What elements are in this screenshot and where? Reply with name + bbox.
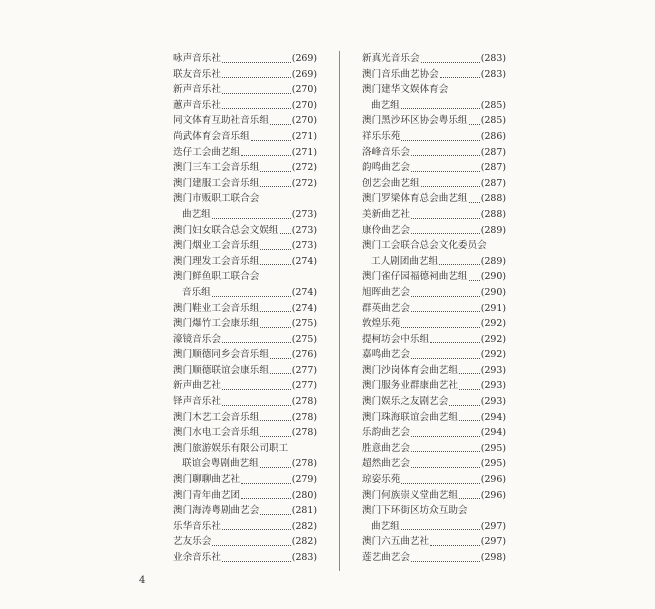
- dot-leader: [411, 218, 480, 219]
- index-entry: [173, 285, 317, 301]
- entry-page-number: (278): [291, 458, 317, 470]
- dot-leader: [222, 93, 291, 94]
- dot-leader: [469, 124, 480, 125]
- index-entry: [362, 67, 506, 83]
- index-entry: [362, 191, 506, 207]
- dot-leader: [260, 514, 290, 515]
- entry-name: 咏声音乐社: [173, 53, 221, 64]
- entry-name: 艺友乐会: [173, 536, 212, 548]
- dot-leader: [411, 561, 480, 562]
- dot-leader: [469, 280, 480, 281]
- entry-name: 澳门服务业群康曲艺社: [362, 380, 458, 392]
- entry-page-number: (290): [480, 271, 506, 283]
- index-entry: [173, 113, 317, 129]
- entry-page-number: (273): [291, 240, 317, 252]
- dot-leader: [459, 420, 480, 421]
- entry-page-number: (272): [291, 162, 317, 174]
- dot-leader: [222, 342, 291, 343]
- entry-page-number: (288): [480, 193, 506, 205]
- index-entry: [362, 425, 506, 441]
- index-entry: [362, 410, 506, 426]
- index-entry: [362, 550, 506, 566]
- entry-name: 澳门六五曲艺社: [362, 536, 430, 548]
- index-entry: [173, 519, 317, 535]
- entry-name: 琼姿乐苑: [362, 474, 401, 486]
- index-entry: [173, 82, 317, 98]
- entry-name: 澳门鞋业工会音乐组: [173, 302, 260, 314]
- dot-leader: [411, 233, 480, 234]
- entry-name: 濠镜音乐会: [173, 333, 221, 345]
- entry-page-number: (271): [291, 146, 317, 158]
- entry-name: 曲艺组: [371, 520, 400, 532]
- index-entry: [173, 254, 317, 270]
- dot-leader: [260, 249, 290, 250]
- entry-name: 澳门黑沙环区协会粤乐组: [362, 115, 468, 127]
- page-number: 4: [139, 575, 146, 586]
- entry-name: 澳门下环街区坊众互助会: [362, 505, 468, 517]
- dot-leader: [411, 451, 480, 452]
- entry-page-number: (295): [480, 442, 506, 454]
- entry-page-number: (270): [291, 115, 317, 127]
- entry-page-number: (286): [480, 130, 506, 142]
- dot-leader: [411, 358, 480, 359]
- entry-page-number: (270): [291, 99, 317, 111]
- index-entry: [362, 301, 506, 317]
- entry-page-number: (294): [480, 427, 506, 439]
- entry-name: 澳门水电工会音乐组: [173, 427, 260, 439]
- entry-name: 澳门音乐曲艺协会: [362, 68, 439, 80]
- entry-name: 澳门雀仔园福德祠曲艺组: [362, 271, 468, 283]
- dot-leader: [212, 296, 291, 297]
- index-entry: [173, 98, 317, 114]
- entry-name: 音乐组: [182, 286, 211, 298]
- entry-name: 康伶曲艺会: [362, 224, 410, 236]
- entry-page-number: (280): [291, 489, 317, 501]
- entry-page-number: (297): [480, 520, 506, 532]
- dot-leader: [260, 436, 290, 437]
- index-entry: [362, 98, 506, 114]
- entry-name: 同文体育互助社音乐组: [173, 115, 269, 127]
- entry-page-number: (282): [291, 520, 317, 532]
- dot-leader: [222, 62, 291, 63]
- entry-page-number: (283): [291, 552, 317, 563]
- index-entry: [173, 534, 317, 550]
- dot-leader: [270, 373, 291, 374]
- index-entry: [362, 51, 506, 67]
- entry-page-number: (273): [291, 208, 317, 220]
- index-entry: [173, 238, 317, 254]
- entry-page-number: (274): [291, 302, 317, 314]
- entry-page-number: (287): [480, 177, 506, 189]
- entry-name: 乐韵曲艺会: [362, 427, 410, 439]
- dot-leader: [222, 389, 291, 390]
- entry-page-number: (278): [291, 411, 317, 423]
- entry-name: 澳门罗梁体育总会曲艺组: [362, 193, 468, 205]
- index-entry: [173, 145, 317, 161]
- index-entry: [173, 410, 317, 426]
- dot-leader: [401, 483, 479, 484]
- dot-leader: [260, 327, 290, 328]
- dot-leader: [411, 311, 480, 312]
- entry-name: 澳门顺德联谊会康乐组: [173, 364, 269, 376]
- dot-leader: [411, 467, 480, 468]
- entry-name: 澳门理发工会音乐组: [173, 255, 260, 267]
- entry-page-number: (269): [291, 68, 317, 80]
- entry-page-number: (281): [291, 505, 317, 517]
- left-column: [173, 51, 317, 566]
- entry-name: 澳门娱乐之友剧艺会: [362, 396, 449, 408]
- entry-page-number: (277): [291, 364, 317, 376]
- entry-page-number: (298): [480, 552, 506, 563]
- entry-name: 澳门鲜鱼职工联合会: [173, 271, 260, 283]
- dot-leader: [401, 140, 479, 141]
- entry-page-number: (297): [480, 536, 506, 548]
- index-entry: [173, 550, 317, 566]
- entry-name: 铎声音乐社: [173, 396, 221, 408]
- index-entry: [362, 145, 506, 161]
- dot-leader: [260, 264, 290, 265]
- index-entry: [362, 363, 506, 379]
- entry-name: 曲艺组: [371, 99, 400, 111]
- entry-name: 澳门市贩职工联合会: [173, 193, 260, 205]
- index-entry: [362, 269, 506, 285]
- entry-name: 澳门爆竹工会康乐组: [173, 318, 260, 330]
- index-entry: [173, 488, 317, 504]
- dot-leader: [430, 342, 480, 343]
- entry-name: 旭晖曲艺会: [362, 286, 410, 298]
- index-entry: [362, 285, 506, 301]
- entry-name: 曲艺组: [182, 208, 211, 220]
- entry-page-number: (272): [291, 177, 317, 189]
- entry-name: 提柯坊会中乐组: [362, 333, 430, 345]
- index-entry: [173, 332, 317, 348]
- entry-page-number: (289): [480, 224, 506, 236]
- entry-page-number: (283): [480, 68, 506, 80]
- dot-leader: [421, 186, 480, 187]
- index-entry: [362, 176, 506, 192]
- entry-page-number: (282): [291, 536, 317, 548]
- dot-leader: [421, 62, 480, 63]
- entry-page-number: (296): [480, 474, 506, 486]
- dot-leader: [270, 124, 291, 125]
- entry-name: 新声曲艺社: [173, 380, 221, 392]
- entry-page-number: (279): [291, 474, 317, 486]
- index-entry: [173, 472, 317, 488]
- dot-leader: [212, 218, 291, 219]
- dot-leader: [459, 373, 480, 374]
- index-entry: [362, 503, 506, 519]
- entry-page-number: (285): [480, 99, 506, 111]
- entry-name: 澳门沙岗体育会曲艺组: [362, 364, 458, 376]
- entry-page-number: (278): [291, 427, 317, 439]
- dot-leader: [469, 202, 480, 203]
- index-entry: [173, 316, 317, 332]
- index-entry: [173, 223, 317, 239]
- entry-name: 群英曲艺会: [362, 302, 410, 314]
- dot-leader: [241, 483, 291, 484]
- dot-leader: [449, 405, 479, 406]
- entry-name: 美新曲艺社: [362, 208, 410, 220]
- entry-page-number: (290): [480, 286, 506, 298]
- entry-name: 澳门顺德同乡会音乐组: [173, 349, 269, 361]
- entry-name: 澳门三车工会音乐组: [173, 162, 260, 174]
- column-divider: [339, 51, 340, 571]
- entry-name: 澳门何族崇义堂曲艺组: [362, 489, 458, 501]
- index-entry: [173, 176, 317, 192]
- entry-name: 莲艺曲艺会: [362, 552, 410, 563]
- entry-name: 澳门青年曲艺团: [173, 489, 241, 501]
- entry-page-number: (277): [291, 380, 317, 392]
- dot-leader: [222, 561, 291, 562]
- entry-page-number: (274): [291, 286, 317, 298]
- entry-name: 澳门工会联合总会文化委员会: [362, 240, 487, 252]
- index-entry: [173, 51, 317, 67]
- index-entry: [362, 223, 506, 239]
- entry-name: 超然曲艺会: [362, 458, 410, 470]
- entry-page-number: (275): [291, 318, 317, 330]
- entry-name: 蕙声音乐社: [173, 99, 221, 111]
- dot-leader: [280, 233, 291, 234]
- index-entry: [173, 301, 317, 317]
- entry-name: 联谊会粤剧曲艺组: [182, 458, 259, 470]
- entry-page-number: (273): [291, 224, 317, 236]
- index-entry: [362, 378, 506, 394]
- index-entry: [362, 113, 506, 129]
- entry-name: 澳门妇女联合总会文娱组: [173, 224, 279, 236]
- dot-leader: [411, 155, 480, 156]
- entry-page-number: (288): [480, 208, 506, 220]
- entry-name: 迭仔工会曲艺组: [173, 146, 241, 158]
- index-entry: [173, 441, 317, 457]
- right-column: [362, 51, 506, 566]
- entry-page-number: (287): [480, 146, 506, 158]
- entry-name: 业余音乐社: [173, 552, 221, 563]
- entry-page-number: (278): [291, 396, 317, 408]
- entry-name: 澳门聊聊曲艺社: [173, 474, 241, 486]
- index-entry: [362, 160, 506, 176]
- entry-name: 澳门建服工会音乐组: [173, 177, 260, 189]
- entry-page-number: (289): [480, 255, 506, 267]
- entry-page-number: (271): [291, 130, 317, 142]
- entry-page-number: (295): [480, 458, 506, 470]
- index-entry: [362, 488, 506, 504]
- index-entry: [362, 347, 506, 363]
- entry-page-number: (285): [480, 115, 506, 127]
- entry-name: 澳门旅游娱乐有限公司职工: [173, 442, 289, 454]
- entry-name: 新真光音乐会: [362, 53, 420, 64]
- dot-leader: [260, 171, 290, 172]
- index-entry: [173, 456, 317, 472]
- index-entry: [173, 207, 317, 223]
- entry-page-number: (274): [291, 255, 317, 267]
- entry-page-number: (275): [291, 333, 317, 345]
- dot-leader: [222, 405, 291, 406]
- entry-name: 洛峰音乐会: [362, 146, 410, 158]
- dot-leader: [222, 108, 291, 109]
- dot-leader: [430, 545, 480, 546]
- dot-leader: [241, 498, 291, 499]
- entry-name: 澳门珠海联谊会曲艺组: [362, 411, 458, 423]
- entry-name: 新声音乐社: [173, 84, 221, 96]
- index-entry: [173, 67, 317, 83]
- entry-page-number: (293): [480, 396, 506, 408]
- index-entry: [362, 254, 506, 270]
- index-entry: [173, 129, 317, 145]
- index-entry: [173, 503, 317, 519]
- entry-name: 尚武体育会音乐组: [173, 130, 250, 142]
- entry-page-number: (292): [480, 333, 506, 345]
- index-entry: [362, 456, 506, 472]
- entry-page-number: (291): [480, 302, 506, 314]
- dot-leader: [401, 529, 480, 530]
- entry-name: 韵鸣曲艺会: [362, 162, 410, 174]
- entry-name: 乐华音乐社: [173, 520, 221, 532]
- index-entry: [362, 316, 506, 332]
- dot-leader: [459, 389, 480, 390]
- dot-leader: [260, 420, 290, 421]
- dot-leader: [411, 296, 480, 297]
- dot-leader: [222, 77, 291, 78]
- entry-name: 祥乐乐苑: [362, 130, 401, 142]
- index-entry: [362, 441, 506, 457]
- dot-leader: [459, 498, 480, 499]
- index-entry: [173, 347, 317, 363]
- entry-name: 澳门木艺工会音乐组: [173, 411, 260, 423]
- entry-page-number: (292): [480, 349, 506, 361]
- index-entry: [173, 269, 317, 285]
- dot-leader: [411, 171, 480, 172]
- index-entry: [362, 519, 506, 535]
- entry-name: 联友音乐社: [173, 68, 221, 80]
- entry-page-number: (292): [480, 318, 506, 330]
- index-entry: [362, 472, 506, 488]
- index-entry: [362, 129, 506, 145]
- dot-leader: [241, 155, 291, 156]
- index-entry: [362, 238, 506, 254]
- entry-page-number: (287): [480, 162, 506, 174]
- entry-page-number: (294): [480, 411, 506, 423]
- dot-leader: [411, 436, 480, 437]
- index-entry: [173, 425, 317, 441]
- dot-leader: [260, 186, 290, 187]
- entry-page-number: (283): [480, 53, 506, 64]
- entry-name: 嘉鸣曲艺会: [362, 349, 410, 361]
- index-entry: [362, 394, 506, 410]
- entry-name: 胜意曲艺会: [362, 442, 410, 454]
- entry-page-number: (293): [480, 380, 506, 392]
- dot-leader: [440, 77, 480, 78]
- dot-leader: [212, 545, 290, 546]
- index-entry: [173, 191, 317, 207]
- index-entry: [362, 82, 506, 98]
- entry-name: 工人剧团曲艺组: [371, 255, 439, 267]
- index-entry: [362, 534, 506, 550]
- index-entry: [362, 207, 506, 223]
- dot-leader: [270, 358, 291, 359]
- entry-name: 澳门烟业工会音乐组: [173, 240, 260, 252]
- entry-page-number: (270): [291, 84, 317, 96]
- dot-leader: [260, 311, 290, 312]
- dot-leader: [260, 467, 291, 468]
- entry-page-number: (276): [291, 349, 317, 361]
- index-entry: [362, 332, 506, 348]
- dot-leader: [401, 108, 480, 109]
- dot-leader: [401, 327, 479, 328]
- index-entry: [173, 394, 317, 410]
- index-entry: [173, 160, 317, 176]
- index-entry: [173, 363, 317, 379]
- dot-leader: [439, 264, 480, 265]
- dot-leader: [222, 529, 291, 530]
- entry-name: 澳门海涛粤剧曲艺会: [173, 505, 260, 517]
- entry-page-number: (296): [480, 489, 506, 501]
- dot-leader: [251, 140, 291, 141]
- index-entry: [173, 378, 317, 394]
- entry-name: 敦煌乐苑: [362, 318, 401, 330]
- entry-name: 创艺会曲艺组: [362, 177, 420, 189]
- entry-page-number: (293): [480, 364, 506, 376]
- entry-page-number: (269): [291, 53, 317, 64]
- entry-name: 澳门建华文娱体育会: [362, 84, 449, 96]
